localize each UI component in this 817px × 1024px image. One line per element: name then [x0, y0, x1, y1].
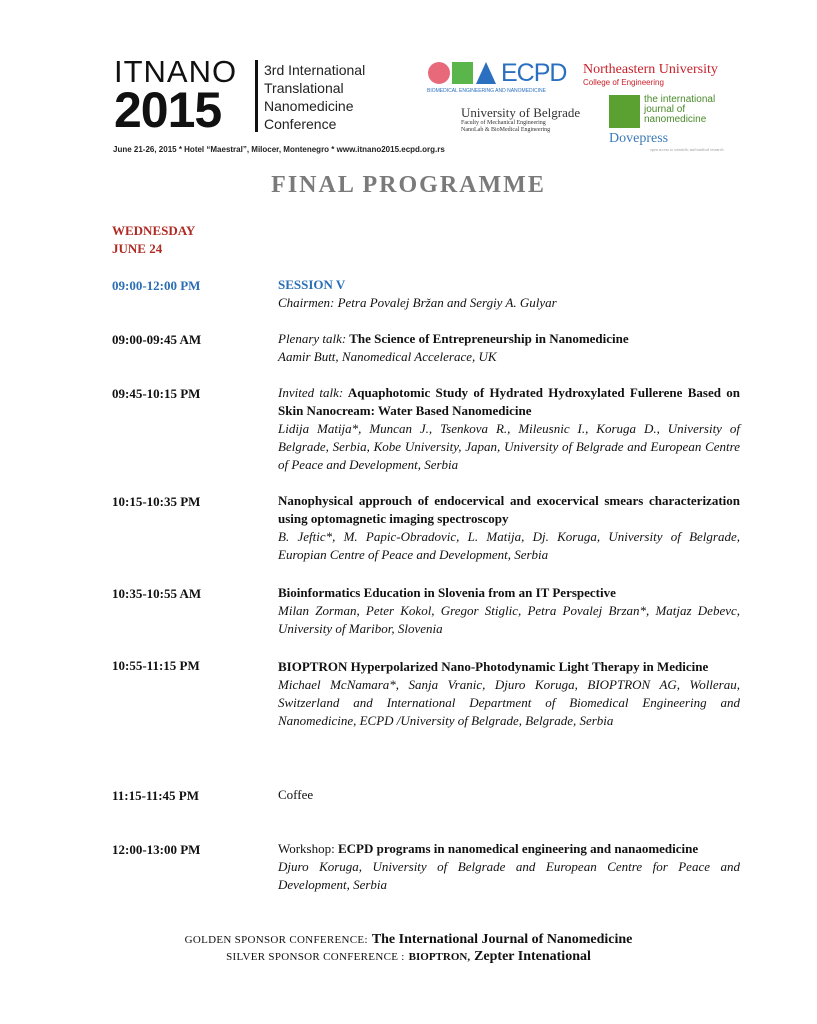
talk-time: 12:00-13:00 PM	[112, 842, 201, 857]
talk-authors: B. Jeftic*, M. Papic-Obradovic, L. Matija, Dj. Koruga, University of Belgrade, Europian Centre of Peace and Development, Serbia	[278, 529, 740, 562]
neu-subtitle: College of Engineering	[583, 78, 664, 87]
itnano-logo	[114, 54, 260, 138]
ecpd-text: ECPD	[501, 59, 567, 87]
talk-authors: Djuro Koruga, University of Belgrade and European Centre for Peace and Development, Serbia	[278, 859, 740, 892]
conference-title-line: Conference	[264, 116, 337, 132]
talk-title: Bioinformatics Education in Slovenia from an IT Perspective	[278, 585, 616, 600]
silver-sponsor-name: BIOPTRON,	[408, 951, 471, 963]
ecpd-shapes-icon	[427, 60, 497, 86]
talk-authors: Michael McNamara*, Sanja Vranic, Djuro Koruga, BIOPTRON AG, Wollerau, Switzerland and International Department of Biomedical Engineering and Nanomedicine, ECPD /University of Belgrade, Belgrade, Serbia	[278, 677, 740, 728]
logo-year-text: 2015	[114, 82, 222, 138]
talk-title: Nanophysical approuch of endocervical and exocervical smears characterization using optomagnetic imaging spectroscopy	[278, 493, 740, 526]
talk-title: BIOPTRON Hyperpolarized Nano-Photodynamic Light Therapy in Medicine	[278, 659, 709, 674]
talk-authors: Aamir Butt, Nanomedical Accelerace, UK	[278, 349, 497, 364]
talk-time: 09:45-10:15 PM	[112, 386, 201, 401]
conference-title-line: 3rd International	[264, 62, 366, 78]
conference-title	[264, 61, 365, 133]
session-block	[278, 276, 740, 312]
talk-authors: Milan Zorman, Peter Kokol, Gregor Stiglic, Petra Povalej Brzan*, Matjaz Debevc, University of Maribor, Slovenia	[278, 603, 740, 636]
talk-label: Plenary talk:	[278, 331, 347, 346]
dovepress-subtitle: open access to scientific and medical research	[650, 147, 724, 152]
conference-title-line: Translational	[264, 80, 344, 96]
talk-item	[278, 492, 740, 564]
day-heading	[112, 222, 195, 258]
ijn-line: nanomedicine	[644, 114, 707, 125]
ijn-square-icon	[609, 95, 640, 128]
ubg-subtitle: Faculty of Mechanical Engineering	[461, 120, 546, 126]
silver-sponsor-label: SILVER SPONSOR CONFERENCE :	[226, 951, 405, 963]
silver-sponsor	[0, 947, 817, 965]
silver-sponsor-name: Zepter Intenational	[474, 949, 591, 964]
logo-divider	[255, 60, 258, 132]
conference-title-line: Nanomedicine	[264, 98, 354, 114]
talk-time: 10:55-11:15 PM	[112, 658, 200, 673]
talk-time: 10:15-10:35 PM	[112, 494, 201, 509]
ecpd-subtitle: BIOMEDICAL ENGINEERING AND NANOMEDICINE	[427, 88, 546, 94]
ecpd-logo	[427, 60, 577, 94]
talk-item	[278, 584, 740, 638]
ubg-subtitle: NanoLab & BioMedical Engineering	[461, 127, 551, 133]
session-chair: Chairmen: Petra Povalej Bržan and Sergiy A. Gulyar	[278, 295, 557, 310]
neu-name: Northeastern University	[583, 62, 718, 77]
date: JUNE 24	[112, 241, 163, 256]
talk-item	[278, 786, 740, 804]
talk-item	[278, 658, 740, 730]
golden-sponsor-name: The International Journal of Nanomedicine	[371, 932, 633, 947]
talk-time: 10:35-10:55 AM	[112, 586, 202, 601]
session-time: 09:00-12:00 PM	[112, 278, 201, 293]
talk-authors: Lidija Matija*, Muncan J., Tsenkova R., Mileusnic I., Koruga D., University of Belgrade, Serbia, Kobe University, Japan, University of Belgrade and European Centre of Peace and Development, Serbia	[278, 421, 740, 472]
golden-sponsor	[0, 930, 817, 948]
talk-label: Workshop:	[278, 841, 335, 856]
talk-title: ECPD programs in nanomedical engineering and nanaomedicine	[337, 841, 699, 856]
talk-title: The Science of Entrepreneurship in Nanomedicine	[349, 331, 629, 346]
ubg-name: University of Belgrade	[461, 105, 581, 120]
talk-item	[278, 840, 740, 894]
talk-title: Coffee	[278, 787, 314, 802]
weekday: WEDNESDAY	[112, 223, 196, 238]
talk-item	[278, 384, 740, 474]
talk-title: Aquaphotomic Study of Hydrated Hydroxylated Fullerene Based on Skin Nanocream: Water Based Nanomedicine	[278, 385, 740, 418]
ijn-text	[644, 95, 715, 125]
page-title: FINAL PROGRAMME	[271, 172, 546, 198]
conference-info: June 21-26, 2015 * Hotel “Maestral”, Milocer, Montenegro * www.itnano2015.ecpd.org.rs	[113, 145, 445, 154]
northeastern-logo	[583, 62, 718, 88]
talk-label: Invited talk:	[278, 385, 344, 400]
ijn-line: journal of	[644, 104, 686, 115]
talk-item	[278, 330, 740, 366]
session-title: SESSION V	[278, 277, 346, 292]
ijn-line: the international	[644, 94, 716, 105]
dovepress-logo: Dovepress	[609, 131, 669, 146]
golden-sponsor-label: GOLDEN SPONSOR CONFERENCE:	[184, 934, 368, 946]
talk-time: 11:15-11:45 PM	[112, 788, 200, 803]
belgrade-logo	[461, 105, 580, 134]
talk-time: 09:00-09:45 AM	[112, 332, 202, 347]
logo-itnano-text: ITNANO	[114, 54, 238, 89]
